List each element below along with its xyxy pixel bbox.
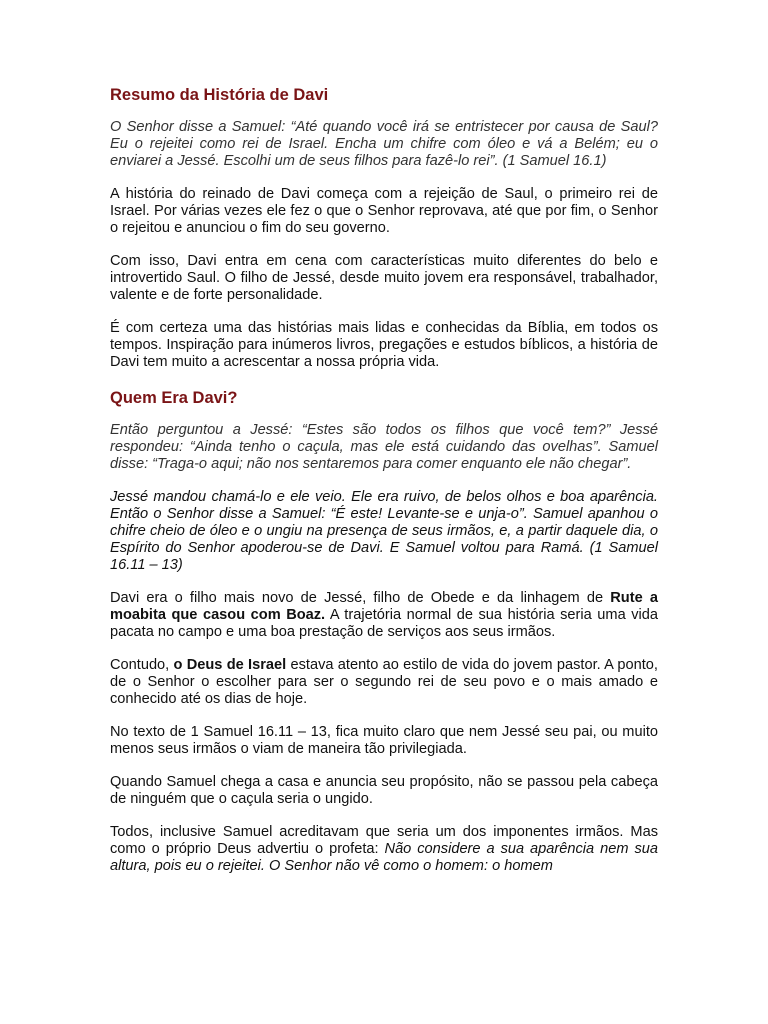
section-heading-quem-era-davi: Quem Era Davi? [110, 389, 238, 407]
paragraph-filho-mais-novo [110, 590, 658, 641]
bible-quote-1-samuel-16-1: O Senhor disse a Samuel: “Até quando você irá se entristecer por causa de Saul? Eu o rejeitei como rei de Israel. Encha um chifre com óleo e vá a Belém; eu o enviarei a Jessé. Escolhi um de seus filhos para fazê-lo rei”. (1 Samuel 16.1) [110, 119, 658, 169]
paragraph-text: Davi era o filho mais novo de Jessé, filho de Obede e da linhagem de [110, 590, 611, 606]
bible-quote-uncao-davi: Jessé mandou chamá-lo e ele veio. Ele era ruivo, de belos olhos e boa aparência. Então o Senhor disse a Samuel: “É este! Levante-se e unja-o”. Samuel apanhou o chifre cheio de óleo e o ungiu na presença de seus irmãos, e, a partir daquele dia, o Espírito do Senhor apoderou-se de Davi. E Samuel voltou para Ramá. (1 Samuel 16.11 – 13) [110, 489, 658, 573]
bold-text-deus-de-israel: o Deus de Israel [173, 657, 287, 673]
paragraph-davi-entra-em-cena: Com isso, Davi entra em cena com características muito diferentes do belo e introvertido Saul. O filho de Jessé, desde muito jovem era responsável, trabalhador, valente e de forte personalidade. [110, 253, 658, 303]
paragraph-imponentes-irmaos [110, 824, 658, 875]
paragraph-1-samuel-16-11: No texto de 1 Samuel 16.11 – 13, fica muito claro que nem Jessé seu pai, ou muito menos seus irmãos o viam de maneira tão privilegiada. [110, 724, 658, 757]
bible-quote-jesse-filhos: Então perguntou a Jessé: “Estes são todos os filhos que você tem?” Jessé respondeu: “Ainda tenho o caçula, mas ele está cuidando das ovelhas”. Samuel disse: “Traga-o aqui; não nos sentaremos para comer enquanto ele não chegar”. [110, 422, 658, 472]
paragraph-rejeicao-saul: A história do reinado de Davi começa com a rejeição de Saul, o primeiro rei de Israel. Por várias vezes ele fez o que o Senhor reprovava, até que por fim, o Senhor o rejeitou e anunciou o fim do seu governo. [110, 186, 658, 236]
paragraph-deus-de-israel [110, 657, 658, 708]
paragraph-text: A trajetória normal de sua história seria uma vida pacata no campo e uma boa prestação de serviços aos seus irmãos. [110, 607, 658, 640]
document-page [110, 83, 658, 875]
italic-text-advertencia: Não considere a sua aparência nem sua altura, pois eu o rejeitei. O Senhor não vê como o homem: o homem [110, 841, 658, 874]
paragraph-text: Contudo, [110, 657, 174, 673]
bold-text-rute: Rute a moabita que casou com Boaz. [110, 590, 658, 623]
section-heading-resumo: Resumo da História de Davi [110, 86, 329, 104]
paragraph-historia-mais-lida: É com certeza uma das histórias mais lidas e conhecidas da Bíblia, em todos os tempos. Inspiração para inúmeros livros, pregações e estudos bíblicos, a história de Davi tem muito a acrescentar a nossa própria vida. [110, 320, 658, 370]
paragraph-samuel-chega: Quando Samuel chega a casa e anuncia seu propósito, não se passou pela cabeça de ninguém que o caçula seria o ungido. [110, 774, 658, 807]
paragraph-text: Todos, inclusive Samuel acreditavam que seria um dos imponentes irmãos. Mas como o próprio Deus advertiu o profeta: [110, 824, 658, 857]
paragraph-text: estava atento ao estilo de vida do jovem pastor. A ponto, de o Senhor o escolher para ser o segundo rei de seu povo e o mais amado e conhecido até os dias de hoje. [110, 657, 658, 707]
